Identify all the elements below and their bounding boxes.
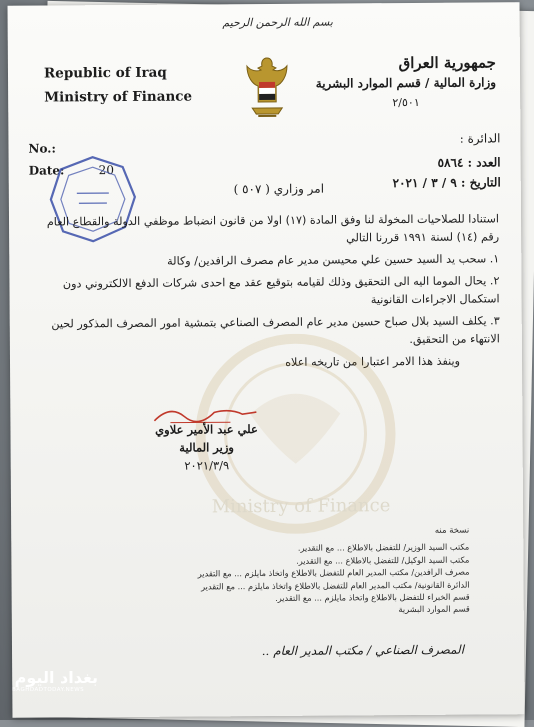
handwritten-note: المصرف الصناعي / مكتب المدير العام .. (261, 642, 465, 659)
order-item-3: ٣. يكلف السيد بلال صباح حسين مدير عام المصرف الصناعي بتمشية امور المصرف المذكور لحين الانتهاء من التحقيق. (51, 314, 500, 346)
arabic-line-ministry: وزارة المالية / قسم الموارد البشرية (315, 75, 497, 91)
document-page (8, 2, 525, 718)
signatory-title: وزير المالية (179, 440, 234, 455)
copy-line-2: مكتب السيد الوكيل/ للتفضل بالاطلاع ... مع التقدير. (296, 554, 470, 566)
english-line-ministry: Ministry of Finance (44, 88, 193, 106)
news-logo-text: بغداد اليوم (14, 668, 98, 687)
copy-line-4: الدائرة القانونية/ مكتب المدير العام للتفضل بالاطلاع واتخاذ مايلزم ... مع التقدير (201, 579, 470, 592)
arabic-line-code: ٢/٥٠١ (392, 95, 420, 110)
arabic-meta (392, 128, 501, 193)
document-number: العدد : ٥٨٦٤ (437, 155, 501, 170)
signatory-name: علي عبد الأمير علاوي (155, 422, 258, 437)
order-item-1: ١. سحب يد السيد حسين علي محيسن مدير عام مصرف الرافدين/ وكالة (167, 252, 500, 268)
basmala-calligraphy: بسم الله الرحمن الرحيم (222, 15, 333, 30)
document-date: التاريخ : ٩ / ٣ / ٢٠٢١ (392, 175, 501, 191)
date-value: 20 (98, 163, 114, 178)
copies-heading: نسخة منه (434, 525, 470, 536)
order-item-2: ٢. يحال الموما اليه الى التحقيق وذلك لقيامه بتوقيع عقد مع احدى شركات الدفع الالكتروني دون استكمال الاجراءات القانونية (62, 274, 500, 307)
copy-line-1: مكتب السيد الوزير/ للتفضل بالاطلاع ... مع التقدير. (297, 541, 470, 554)
order-title: امر وزاري ( ٥٠٧ ) (233, 181, 325, 197)
copy-line-6: قسم الموارد البشرية (398, 604, 470, 615)
watermark-text: Ministry of Finance (211, 495, 391, 518)
directorate-label: الدائرة : (459, 131, 501, 146)
signature-block (146, 420, 266, 475)
date-label: Date: (28, 163, 65, 178)
copy-line-5: قسم الخبراء للتفضل بالاطلاع واتخاذ مايلزم ... مع التقدير. (275, 591, 470, 603)
no-label: No.: (28, 141, 56, 156)
arabic-line-country: جمهورية العراق (398, 53, 496, 73)
order-intro: استنادا للصلاحيات المخولة لنا وفق المادة (١٧) اولا من قانون انضباط موظفي الدولة والقطاع العام رقم (١٤) لسنة ١٩٩١ قررنا التالي (46, 212, 500, 245)
english-letterhead (44, 61, 192, 110)
news-logo (12, 668, 98, 708)
english-line-country: Republic of Iraq (43, 64, 167, 82)
news-logo-subtext: BAGHDADTODAY.NEWS (12, 687, 85, 693)
copy-line-3: مصرف الرافدين/ مكتب المدير العام للتفضل بالاطلاع واتخاذ مايلزم ... مع التقدير (197, 566, 470, 579)
copies-list (89, 525, 470, 618)
arabic-letterhead (316, 52, 497, 113)
order-closing: وينفذ هذا الامر اعتبارا من تاريخه اعلاه (285, 354, 461, 369)
signature-date: ٢٠٢١/٣/٩ (184, 458, 230, 473)
eagle-emblem-icon (244, 54, 291, 126)
